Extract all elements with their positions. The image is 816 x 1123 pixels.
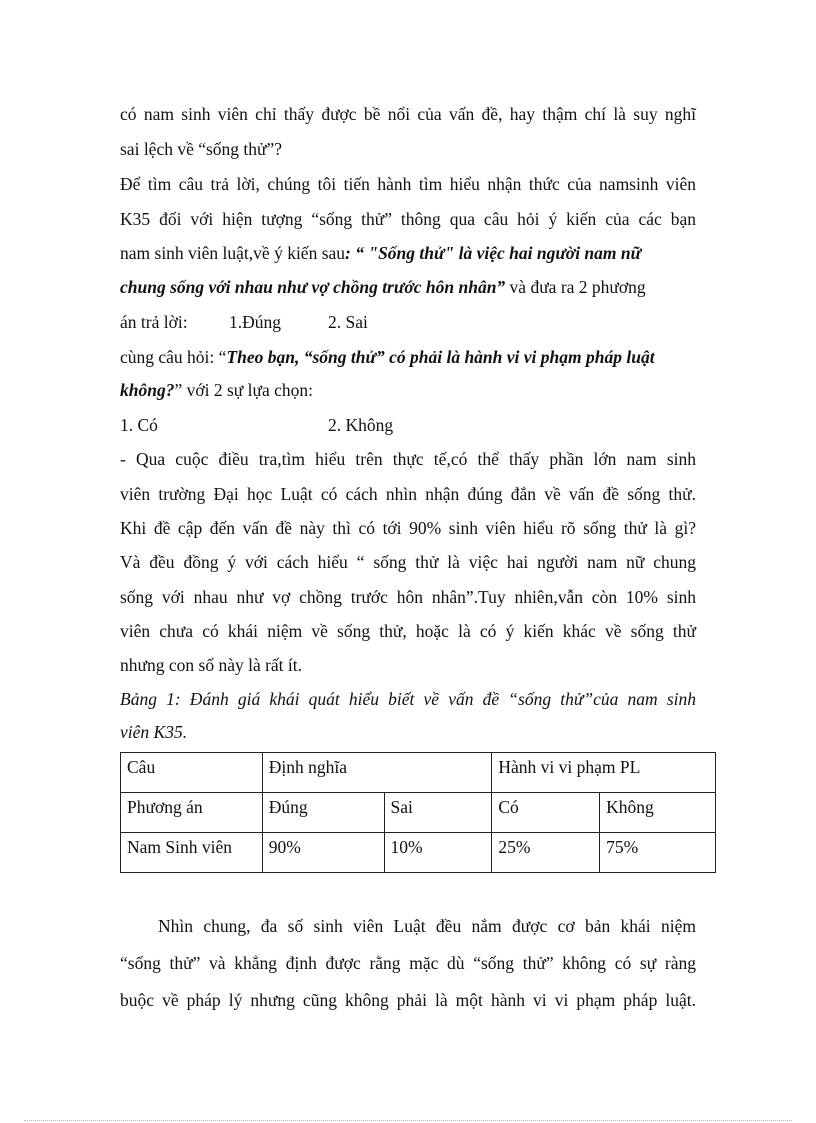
paragraph4-line4: Và đều đồng ý với cách hiểu “ sống thử là việc hai người nam nữ chung [120, 552, 696, 572]
table-header-dinh-nghia: Định nghĩa [262, 753, 492, 793]
table-cell: Không [600, 793, 716, 833]
paragraph2-options [120, 310, 696, 334]
table-cell: Sai [384, 793, 492, 833]
paragraph2-line1: Để tìm câu trả lời, chúng tôi tiến hành tìm hiểu nhận thức của namsinh viên [120, 174, 696, 194]
table-cell: Có [492, 793, 600, 833]
paragraph4-line2: viên trường Đại học Luật có cách nhìn nhận đúng đắn về vấn đề sống thử. [120, 484, 696, 504]
table-cell: 90% [262, 833, 384, 873]
table-caption-line2: viên K35. [120, 722, 188, 742]
paragraph4-line3: Khi đề cập đến vấn đề này thì có tới 90% sinh viên hiểu rõ sống thử là gì? [120, 518, 696, 538]
paragraph1-line1: có nam sinh viên chỉ thấy được bề nổi của vấn đề, hay thậm chí là suy nghĩ [120, 104, 696, 124]
paragraph3-line2 [120, 378, 696, 402]
paragraph2-line3-plain: nam sinh viên luật,về ý kiến sau [120, 243, 346, 263]
page-bottom-divider [24, 1120, 792, 1121]
table-header-cau: Câu [121, 753, 263, 793]
paragraph2-line3 [120, 241, 696, 265]
summary-table [120, 752, 716, 873]
quoted-statement-start: : “ "Sống thử" là việc hai người nam nữ [345, 243, 642, 263]
paragraph1-line2: sai lệch về “sống thử”? [120, 139, 283, 159]
options-prefix: án trả lời: [120, 312, 188, 332]
table-row [121, 833, 716, 873]
paragraph4-line6: viên chưa có khái niệm về sống thử, hoặc là có ý kiến khác về sống thử [120, 621, 696, 641]
option-dung: 1.Đúng [229, 312, 282, 332]
paragraph4-line7: nhưng con số này là rất ít. [120, 655, 303, 675]
table-cell: Đúng [262, 793, 384, 833]
option-khong: 2. Không [328, 415, 394, 435]
question-text: Theo bạn, “sống thử” có phải là hành vi vi phạm pháp luật [226, 347, 655, 367]
paragraph3-line2-plain: ” với 2 sự lựa chọn: [174, 380, 314, 400]
quoted-statement-end: chung sống với nhau như vợ chồng trước hôn nhân” [120, 277, 506, 297]
paragraph3-line1 [120, 345, 696, 369]
paragraph2-line4-plain: và đưa ra 2 phương [505, 277, 646, 297]
paragraph5-line3: buộc về pháp lý nhưng cũng không phải là một hành vi vi phạm pháp luật. [120, 990, 696, 1010]
paragraph3-line1-plain: cùng câu hỏi: “ [120, 347, 227, 367]
paragraph5-line2: “sống thử” và khẳng định được rằng mặc dù “sống thử” không có sự ràng [120, 953, 696, 973]
table-cell: 75% [600, 833, 716, 873]
option-co: 1. Có [120, 415, 158, 435]
table-cell: 10% [384, 833, 492, 873]
table-row [121, 793, 716, 833]
table-cell: 25% [492, 833, 600, 873]
table-row [121, 753, 716, 793]
paragraph2-line2: K35 đối với hiện tượng “sống thử” thông qua câu hỏi ý kiến của các bạn [120, 209, 696, 229]
table-caption-line1: Bảng 1: Đánh giá khái quát hiểu biết về vấn đề “sống thử”của nam sinh [120, 689, 696, 709]
table-cell: Nam Sinh viên [121, 833, 263, 873]
paragraph3-options [120, 413, 696, 437]
table-header-hanh-vi: Hành vi vi phạm PL [492, 753, 716, 793]
paragraph2-line4 [120, 275, 696, 299]
table-cell: Phương án [121, 793, 263, 833]
paragraph4-line5: sống với nhau như vợ chồng trước hôn nhân”.Tuy nhiên,vẫn còn 10% sinh [120, 587, 696, 607]
option-sai: 2. Sai [328, 312, 368, 332]
question-text-end: không? [120, 380, 175, 400]
paragraph5-line1: Nhìn chung, đa số sinh viên Luật đều nắm được cơ bản khái niệm [158, 916, 696, 936]
paragraph4-line1: - Qua cuộc điều tra,tìm hiểu trên thực tế,có thể thấy phần lớn nam sinh [120, 449, 696, 469]
